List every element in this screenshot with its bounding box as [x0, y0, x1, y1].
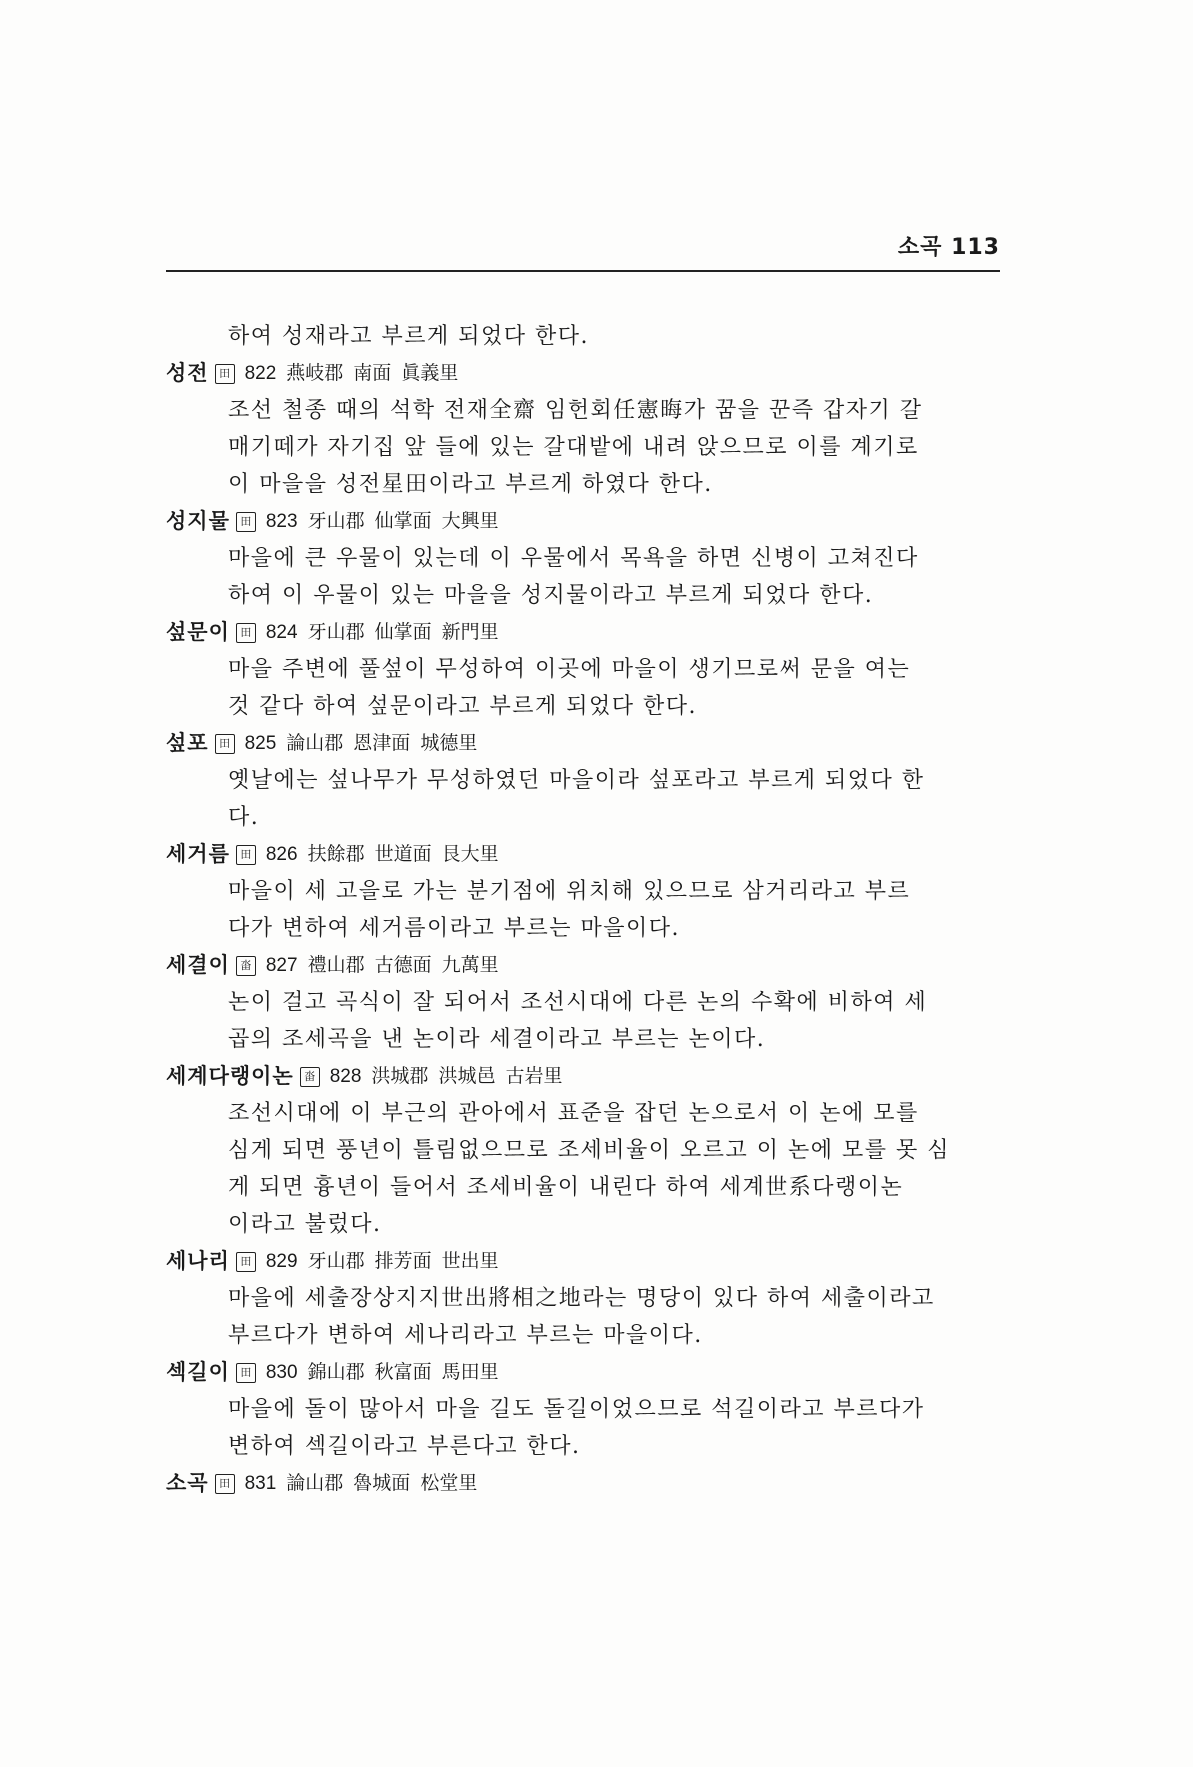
land-type-badge: 田 — [236, 1363, 256, 1383]
location-county: 洪城郡 — [371, 1065, 429, 1087]
dictionary-entry — [166, 355, 1000, 503]
entry-description-line: 심게 되면 풍년이 틀림없으므로 조세비율이 오르고 이 논에 모를 못 심 — [228, 1138, 950, 1163]
entry-heading — [166, 836, 1000, 873]
entry-list — [166, 318, 1000, 1502]
dictionary-entry — [166, 836, 1000, 947]
entry-number: 830 — [265, 1362, 298, 1383]
entry-location — [308, 614, 509, 651]
page-header — [166, 230, 1000, 272]
entry-term: 세거름 — [166, 842, 230, 866]
land-type-badge: 田 — [215, 734, 235, 754]
entry-description-line: 이 마을을 성전星田이라고 부르게 하였다 한다. — [228, 472, 713, 497]
entry-description-line: 마을이 세 고을로 가는 분기점에 위치해 있으므로 삼거리라고 부르 — [228, 879, 911, 904]
entry-number: 822 — [244, 363, 277, 384]
entry-number: 831 — [244, 1473, 277, 1494]
entry-number: 826 — [265, 844, 298, 865]
location-village: 艮大里 — [441, 843, 499, 865]
location-township: 南面 — [353, 362, 392, 384]
land-type-badge: 田 — [215, 364, 235, 384]
location-village: 城德里 — [420, 732, 478, 754]
entry-heading — [166, 1243, 1000, 1280]
location-township: 仙掌面 — [374, 621, 432, 643]
entry-heading — [166, 355, 1000, 392]
entry-description-line: 하여 성재라고 부르게 되었다 한다. — [228, 324, 589, 349]
entry-heading — [166, 725, 1000, 762]
entry-description-line: 게 되면 흉년이 들어서 조세비율이 내린다 하여 세계世系다랭이논 — [228, 1175, 904, 1200]
location-county: 燕岐郡 — [286, 362, 344, 384]
dictionary-entry — [166, 725, 1000, 836]
entry-term: 섶포 — [166, 731, 209, 755]
location-village: 新門里 — [441, 621, 499, 643]
entry-heading — [166, 1465, 1000, 1502]
entry-description-line: 변하여 섹길이라고 부른다고 한다. — [228, 1434, 581, 1459]
entry-term: 성전 — [166, 361, 209, 385]
entry-description-line: 조선시대에 이 부근의 관아에서 표준을 잡던 논으로서 이 논에 모를 — [228, 1101, 919, 1126]
land-type-badge: 田 — [236, 512, 256, 532]
location-village: 眞義里 — [401, 362, 459, 384]
dictionary-entry — [166, 1354, 1000, 1465]
entry-description-line: 하여 이 우물이 있는 마을을 성지물이라고 부르게 되었다 한다. — [228, 583, 874, 608]
dictionary-entry — [166, 1243, 1000, 1354]
entry-description-line: 다가 변하여 세거름이라고 부르는 마을이다. — [228, 916, 681, 941]
location-village: 古岩里 — [505, 1065, 563, 1087]
entry-description-line: 매기떼가 자기집 앞 들에 있는 갈대밭에 내려 앉으므로 이를 계기로 — [228, 435, 919, 460]
entry-number: 824 — [265, 622, 298, 643]
running-head: 소곡 113 — [897, 235, 1000, 260]
entry-description-line: 옛날에는 섶나무가 무성하였던 마을이라 섶포라고 부르게 되었다 한 — [228, 768, 925, 793]
location-county: 牙山郡 — [307, 1250, 365, 1272]
entry-number: 829 — [265, 1251, 298, 1272]
location-township: 恩津面 — [353, 732, 411, 754]
land-type-badge: 田 — [236, 1252, 256, 1272]
entry-number: 825 — [244, 733, 277, 754]
entry-heading — [166, 1058, 1000, 1095]
entry-location — [308, 503, 509, 540]
entry-description-line: 마을에 큰 우물이 있는데 이 우물에서 목욕을 하면 신병이 고쳐진다 — [228, 546, 919, 571]
entry-heading — [166, 947, 1000, 984]
entry-term: 세계다랭이논 — [166, 1064, 294, 1088]
dictionary-entry — [166, 1058, 1000, 1243]
location-township: 仙掌面 — [374, 510, 432, 532]
entry-description-line: 조선 철종 때의 석학 전재全齋 임헌회任憲晦가 꿈을 꾼즉 갑자기 갈 — [228, 398, 923, 423]
entry-term: 소곡 — [166, 1471, 209, 1495]
location-village: 大興里 — [441, 510, 499, 532]
location-county: 牙山郡 — [307, 621, 365, 643]
entry-description-line: 것 같다 하여 섶문이라고 부르게 되었다 한다. — [228, 694, 697, 719]
entry-description-line: 곱의 조세곡을 낸 논이라 세결이라고 부르는 논이다. — [228, 1027, 766, 1052]
entry-description-line: 마을에 돌이 많아서 마을 길도 돌길이었으므로 석길이라고 부르다가 — [228, 1397, 925, 1422]
entry-location — [308, 1354, 509, 1391]
entry-heading — [166, 614, 1000, 651]
location-township: 排芳面 — [374, 1250, 432, 1272]
entry-description-line: 부르다가 변하여 세나리라고 부르는 마을이다. — [228, 1323, 703, 1348]
location-village: 九萬里 — [441, 954, 499, 976]
entry-number: 828 — [329, 1066, 362, 1087]
entry-term: 섶문이 — [166, 620, 230, 644]
entry-location — [308, 836, 509, 873]
entry-heading — [166, 1354, 1000, 1391]
entry-term: 섹길이 — [166, 1360, 230, 1384]
land-type-badge: 畓 — [236, 956, 256, 976]
location-township: 秋富面 — [374, 1361, 432, 1383]
location-township: 世道面 — [374, 843, 432, 865]
dictionary-entry — [166, 1465, 1000, 1502]
entry-number: 823 — [265, 511, 298, 532]
location-township: 魯城面 — [353, 1472, 411, 1494]
land-type-badge: 田 — [236, 623, 256, 643]
entry-description-line: 마을 주변에 풀섶이 무성하여 이곳에 마을이 생기므로써 문을 여는 — [228, 657, 911, 682]
entry-description-line: 이라고 불렀다. — [228, 1212, 382, 1237]
entry-heading — [166, 503, 1000, 540]
location-village: 松堂里 — [420, 1472, 478, 1494]
land-type-badge: 田 — [236, 845, 256, 865]
location-county: 論山郡 — [286, 1472, 344, 1494]
location-village: 馬田里 — [441, 1361, 499, 1383]
entry-description-line: 논이 걸고 곡식이 잘 되어서 조선시대에 다른 논의 수확에 비하여 세 — [228, 990, 928, 1015]
location-county: 禮山郡 — [307, 954, 365, 976]
entry-number: 827 — [265, 955, 298, 976]
entry-location — [286, 725, 487, 762]
location-township: 洪城邑 — [438, 1065, 496, 1087]
dictionary-entry — [166, 503, 1000, 614]
land-type-badge: 畓 — [300, 1067, 320, 1087]
location-county: 論山郡 — [286, 732, 344, 754]
entry-location — [286, 1465, 487, 1502]
entry-location — [286, 355, 468, 392]
location-county: 錦山郡 — [307, 1361, 365, 1383]
land-type-badge: 田 — [215, 1474, 235, 1494]
entry-term: 세나리 — [166, 1249, 230, 1273]
entry-location — [308, 1243, 509, 1280]
location-village: 世出里 — [441, 1250, 499, 1272]
entry-description-line: 다. — [228, 805, 260, 830]
entry-location — [308, 947, 509, 984]
dictionary-entry — [166, 947, 1000, 1058]
entry-location — [371, 1058, 572, 1095]
location-township: 古德面 — [374, 954, 432, 976]
entry-term: 세결이 — [166, 953, 230, 977]
dictionary-entry — [166, 614, 1000, 725]
entry-term: 성지물 — [166, 509, 230, 533]
location-county: 牙山郡 — [307, 510, 365, 532]
location-county: 扶餘郡 — [307, 843, 365, 865]
entry-description-line: 마을에 세출장상지지世出將相之地라는 명당이 있다 하여 세출이라고 — [228, 1286, 935, 1311]
continued-entry — [166, 318, 1000, 355]
